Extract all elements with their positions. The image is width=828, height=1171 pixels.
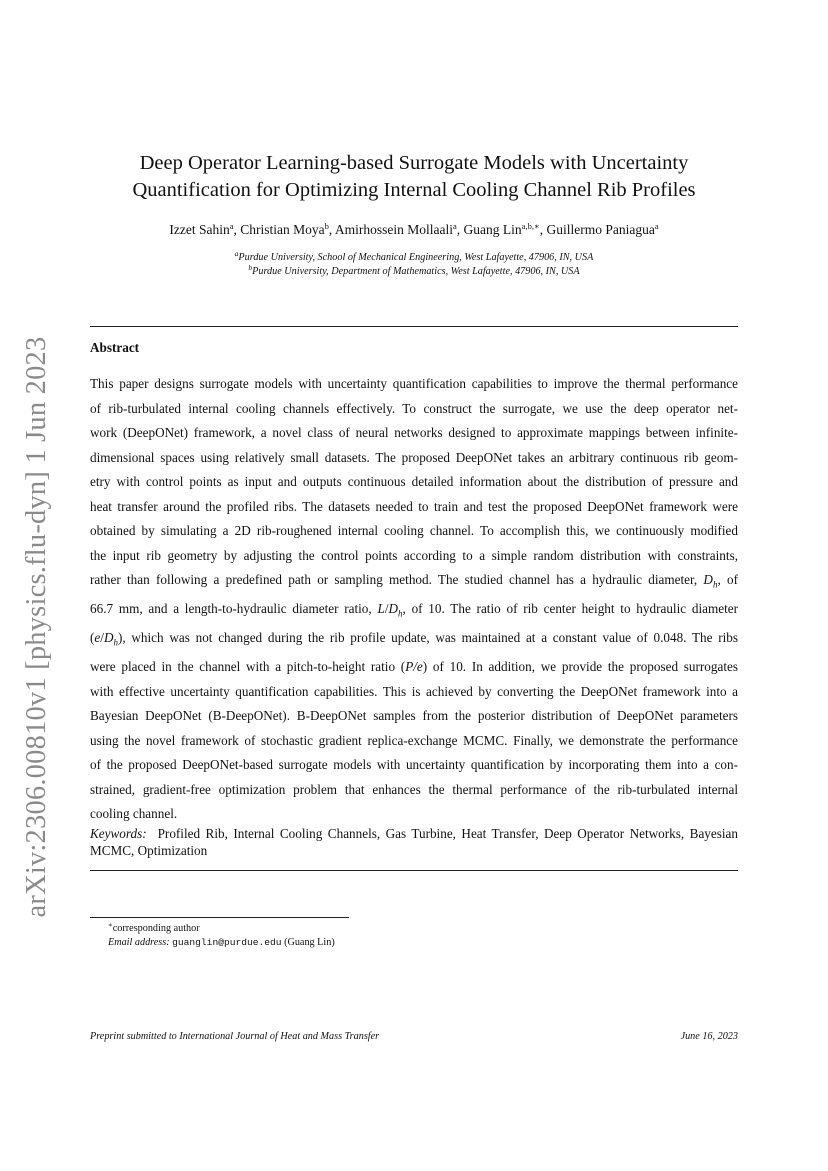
abstract-line: work (DeepONet) framework, a novel class of neural networks designed to approximate mappings between infinite- bbox=[90, 425, 738, 440]
author: Amirhossein Mollaali$^a$ bbox=[334, 221, 457, 237]
abstract-line: cooling channel. bbox=[90, 806, 178, 822]
top-rule bbox=[90, 326, 738, 327]
abstract-line: using the novel framework of stochastic gradient replica-exchange MCMC. Finally, we demonstrate the performance bbox=[90, 732, 738, 748]
author-list: Izzet Sahin$^a$, Christian Moya$^b$, Amirhossein Mollaali$^a$, Guang Lin$^{a,b,∗}$, Guillermo Paniagua$^a$ bbox=[169, 221, 659, 237]
abstract-line: of the proposed DeepONet-based surrogate models with uncertainty quantification by incorporating them into a con- bbox=[90, 757, 738, 773]
abstract-line: of rib-turbulated internal cooling channels effectively. To construct the surrogate, we use the deep operator net- bbox=[90, 400, 738, 416]
affiliation-b: $^b$Purdue University, Department of Mathematics, West Lafayette, 47906, IN, USA bbox=[248, 262, 580, 277]
footnote-rule bbox=[90, 917, 349, 918]
bottom-rule bbox=[90, 870, 738, 871]
abstract-line: strained, gradient-free optimization problem that enhances the thermal performance of the rib-turbulated internal bbox=[90, 781, 738, 797]
footnote bbox=[108, 922, 335, 949]
abstract-body bbox=[90, 372, 738, 827]
abstract-line: 66.7 mm, and a length-to-hydraulic diameter ratio, $L/D_h$, of 10. The ratio of rib center height to hydraulic diameter bbox=[90, 601, 738, 619]
author: Christian Moya$^b$ bbox=[240, 221, 329, 237]
keywords-text: Profiled Rib, Internal Cooling Channels, Gas Turbine, Heat Transfer, Deep Operator Networks, Bayesian MCMC, Optimization bbox=[90, 826, 738, 858]
abstract-line: with effective uncertainty quantification capabilities. This is achieved by converting the DeepONet framework into a bbox=[90, 683, 738, 699]
abstract-line: obtained by simulating a 2D rib-roughened internal cooling channel. To accomplish this, we continuously modified bbox=[90, 523, 738, 538]
affiliation-a: $^a$Purdue University, School of Mechanical Engineering, West Lafayette, 47906, IN, USA bbox=[234, 249, 594, 263]
abstract-line: rather than following a predefined path or sampling method. The studied channel has a hydraulic diameter, $D_h$, of bbox=[90, 572, 738, 590]
abstract-line: were placed in the channel with a pitch-to-height ratio (P/e) of 10. In addition, we provide the proposed surrogates bbox=[90, 659, 738, 675]
abstract-line: dimensional spaces using relatively small datasets. The proposed DeepONet takes an arbitrary continuous rib geom- bbox=[90, 449, 738, 465]
abstract-line: heat transfer around the profiled ribs. The datasets needed to train and test the proposed DeepONet framework were bbox=[90, 498, 738, 514]
abstract-line: This paper designs surrogate models with uncertainty quantification capabilities to improve the thermal performance bbox=[90, 376, 738, 391]
keywords bbox=[90, 825, 738, 859]
affiliations bbox=[90, 251, 738, 278]
author: Guillermo Paniagua$^a$ bbox=[546, 221, 659, 237]
paper-title bbox=[90, 150, 738, 204]
abstract-line: etry with control points as input and outputs continuous detailed information about the distribution of pressure and bbox=[90, 474, 738, 489]
arxiv-stamp: arXiv:2306.00810v1 [physics.flu-dyn] 1 Jun 2023 bbox=[21, 336, 52, 918]
keywords-label: Keywords: bbox=[90, 826, 147, 841]
abstract-line: $(e/D_h)$, which was not changed during the rib profile update, was maintained at a constant value of 0.048. The ribs bbox=[90, 630, 738, 648]
email-line: Email address: guanglin@purdue.edu (Guang Lin) bbox=[108, 936, 335, 948]
footer-journal: Preprint submitted to International Journal of Heat and Mass Transfer bbox=[90, 1031, 380, 1042]
corresponding-author-note: ∗corresponding author bbox=[108, 921, 200, 934]
abstract-line: Bayesian DeepONet (B-DeepONet). B-DeepONet samples from the posterior distribution of DeepONet parameters bbox=[90, 708, 738, 724]
author: Izzet Sahin$^a$ bbox=[169, 221, 234, 237]
title-line-2: Quantification for Optimizing Internal Cooling Channel Rib Profiles bbox=[132, 179, 696, 201]
title-line-1: Deep Operator Learning-based Surrogate Models with Uncertainty bbox=[139, 152, 689, 174]
abstract-heading: Abstract bbox=[90, 340, 140, 355]
abstract-line: the input rib geometry by adjusting the control points according to a simple random distribution with constraints, bbox=[90, 547, 738, 563]
author: Guang Lin$^{a,b,∗}$ bbox=[463, 221, 540, 237]
email-link[interactable]: guanglin@purdue.edu bbox=[172, 936, 282, 948]
footer-date: June 16, 2023 bbox=[680, 1031, 738, 1042]
